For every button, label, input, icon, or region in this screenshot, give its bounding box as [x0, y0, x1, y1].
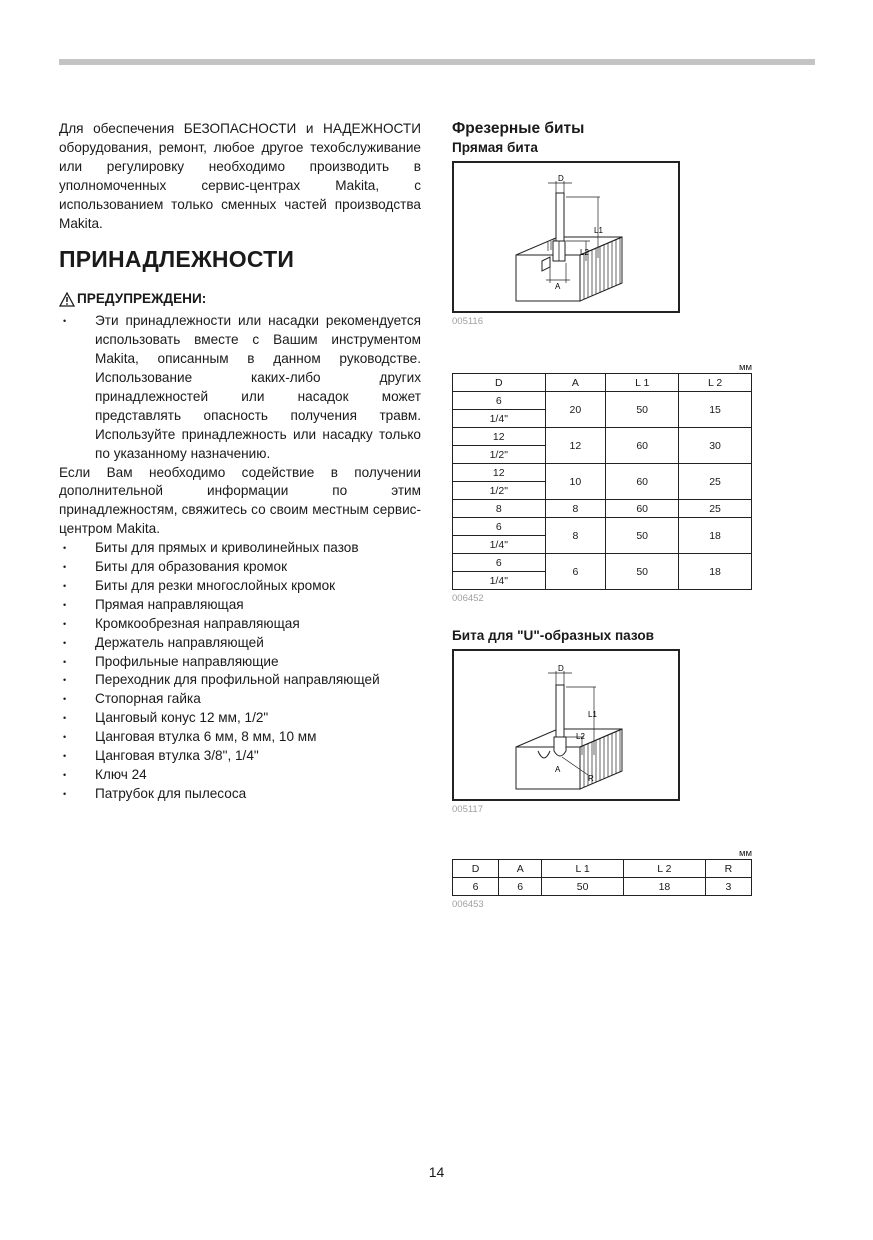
warning-heading [59, 290, 421, 309]
label-l1: L1 [594, 226, 603, 235]
label-d: D [558, 174, 564, 183]
accessories-list [59, 539, 421, 804]
cell-d: 12 [453, 428, 546, 446]
label-a: A [555, 282, 561, 291]
top-rule [59, 59, 815, 65]
straight-bit-diagram [454, 163, 678, 311]
u-label-r: R [588, 774, 594, 783]
table-header-row [453, 374, 752, 392]
accessory-item: • Ключ 24 [59, 766, 421, 785]
cell-l1: 60 [606, 500, 679, 518]
u-bit-figure-code: 005117 [452, 804, 483, 815]
u-bit-table [452, 859, 752, 896]
help-paragraph: Если Вам необходимо содействие в получении дополнительной информации по этим принадлежностям, свяжитесь со своим местным сервис-центром Makita. [59, 464, 421, 537]
table-row [453, 554, 752, 572]
cell-a: 20 [545, 392, 606, 428]
table-header-row [453, 860, 752, 878]
right-column [452, 120, 752, 910]
intro-paragraph: Для обеспечения БЕЗОПАСНОСТИ и НАДЕЖНОСТИ оборудования, ремонт, любое другое техобслуживание или регулировку необходимо производить в уполномоченных сервис-центрах Makita, с использованием только сменных частей производства Makita. [59, 121, 421, 231]
straight-bit-unit: мм [738, 362, 752, 373]
u-bit-title: Бита для "U"-образных пазов [452, 628, 654, 643]
column-header: R [705, 860, 751, 878]
straight-bit-table [452, 373, 752, 590]
cell-l2: 25 [679, 464, 752, 500]
column-header: L 2 [624, 860, 706, 878]
table-row [453, 518, 752, 536]
accessory-item: • Цанговая втулка 6 мм, 8 мм, 10 мм [59, 728, 421, 747]
u-bit-unit: мм [738, 848, 752, 859]
cell-d: 6 [453, 554, 546, 572]
accessory-item: • Биты для образования кромок [59, 558, 421, 577]
accessory-item: • Биты для резки многослойных кромок [59, 577, 421, 596]
warning-triangle-icon [59, 292, 75, 307]
column-header: D [453, 860, 499, 878]
straight-bit-table-code: 006452 [452, 593, 484, 604]
cell-a: 12 [545, 428, 606, 464]
table-cell: 3 [705, 878, 751, 896]
cell-l1: 50 [606, 392, 679, 428]
cell-d: 1/4" [453, 536, 546, 554]
cell-a: 10 [545, 464, 606, 500]
cell-d: 6 [453, 392, 546, 410]
u-label-l2: L2 [576, 732, 585, 741]
cell-l1: 60 [606, 428, 679, 464]
table-row [453, 392, 752, 410]
accessory-item: • Прямая направляющая [59, 596, 421, 615]
cell-l2: 30 [679, 428, 752, 464]
cell-l1: 50 [606, 554, 679, 590]
accessory-item: • Переходник для профильной направляющей [59, 671, 421, 690]
table-row [453, 878, 752, 896]
accessory-item: • Держатель направляющей [59, 634, 421, 653]
accessory-item: • Стопорная гайка [59, 690, 421, 709]
u-bit-figure [452, 649, 680, 801]
column-header: L 1 [542, 860, 624, 878]
straight-bit-title: Прямая бита [452, 140, 538, 155]
cell-d: 1/4" [453, 410, 546, 428]
u-bit-diagram [454, 651, 678, 799]
accessory-item: • Патрубок для пылесоса [59, 785, 421, 804]
cell-d: 1/2" [453, 446, 546, 464]
accessory-item: • Цанговая втулка 3/8", 1/4" [59, 747, 421, 766]
u-label-l1: L1 [588, 710, 597, 719]
cell-l2: 18 [679, 518, 752, 554]
u-label-a: A [555, 765, 561, 774]
u-bit-table-code: 006453 [452, 899, 484, 910]
label-l2: L2 [580, 248, 589, 257]
cell-l1: 50 [606, 518, 679, 554]
cell-d: 12 [453, 464, 546, 482]
column-header: A [545, 374, 606, 392]
column-header: A [499, 860, 542, 878]
cell-a: 8 [545, 518, 606, 554]
table-row [453, 428, 752, 446]
accessory-item: • Кромкообрезная направляющая [59, 615, 421, 634]
warning-item: • Эти принадлежности или насадки рекомендуется использовать вместе с Вашим инструментом Makita, описанным в данном руководстве. Использование каких-либо других принадлежностей или насадок может представлять опасность получения травм. Используйте принадлежность или насадку только по указанному назначению. [59, 312, 421, 463]
page-number: 14 [428, 1164, 445, 1180]
column-header: D [453, 374, 546, 392]
warning-label: ПРЕДУПРЕЖДЕНИ: [77, 291, 207, 307]
cell-a: 6 [545, 554, 606, 590]
table-cell: 6 [453, 878, 499, 896]
cell-a: 8 [545, 500, 606, 518]
straight-bit-figure [452, 161, 680, 313]
column-header: L 1 [606, 374, 679, 392]
cell-l2: 18 [679, 554, 752, 590]
accessory-item: • Профильные направляющие [59, 653, 421, 672]
cell-l2: 25 [679, 500, 752, 518]
cell-d: 1/4" [453, 572, 546, 590]
u-label-d: D [558, 664, 564, 673]
warning-list [59, 312, 421, 463]
table-row [453, 464, 752, 482]
table-cell: 18 [624, 878, 706, 896]
table-cell: 6 [499, 878, 542, 896]
page-title: ПРИНАДЛЕЖНОСТИ [59, 246, 295, 273]
accessory-item: • Биты для прямых и криволинейных пазов [59, 539, 421, 558]
table-row [453, 500, 752, 518]
table-cell: 50 [542, 878, 624, 896]
cell-d: 8 [453, 500, 546, 518]
column-header: L 2 [679, 374, 752, 392]
router-bits-title: Фрезерные биты [452, 120, 585, 137]
straight-bit-figure-code: 005116 [452, 316, 483, 327]
cell-d: 6 [453, 518, 546, 536]
cell-d: 1/2" [453, 482, 546, 500]
cell-l1: 60 [606, 464, 679, 500]
accessory-item: • Цанговый конус 12 мм, 1/2" [59, 709, 421, 728]
left-column [59, 120, 421, 804]
cell-l2: 15 [679, 392, 752, 428]
